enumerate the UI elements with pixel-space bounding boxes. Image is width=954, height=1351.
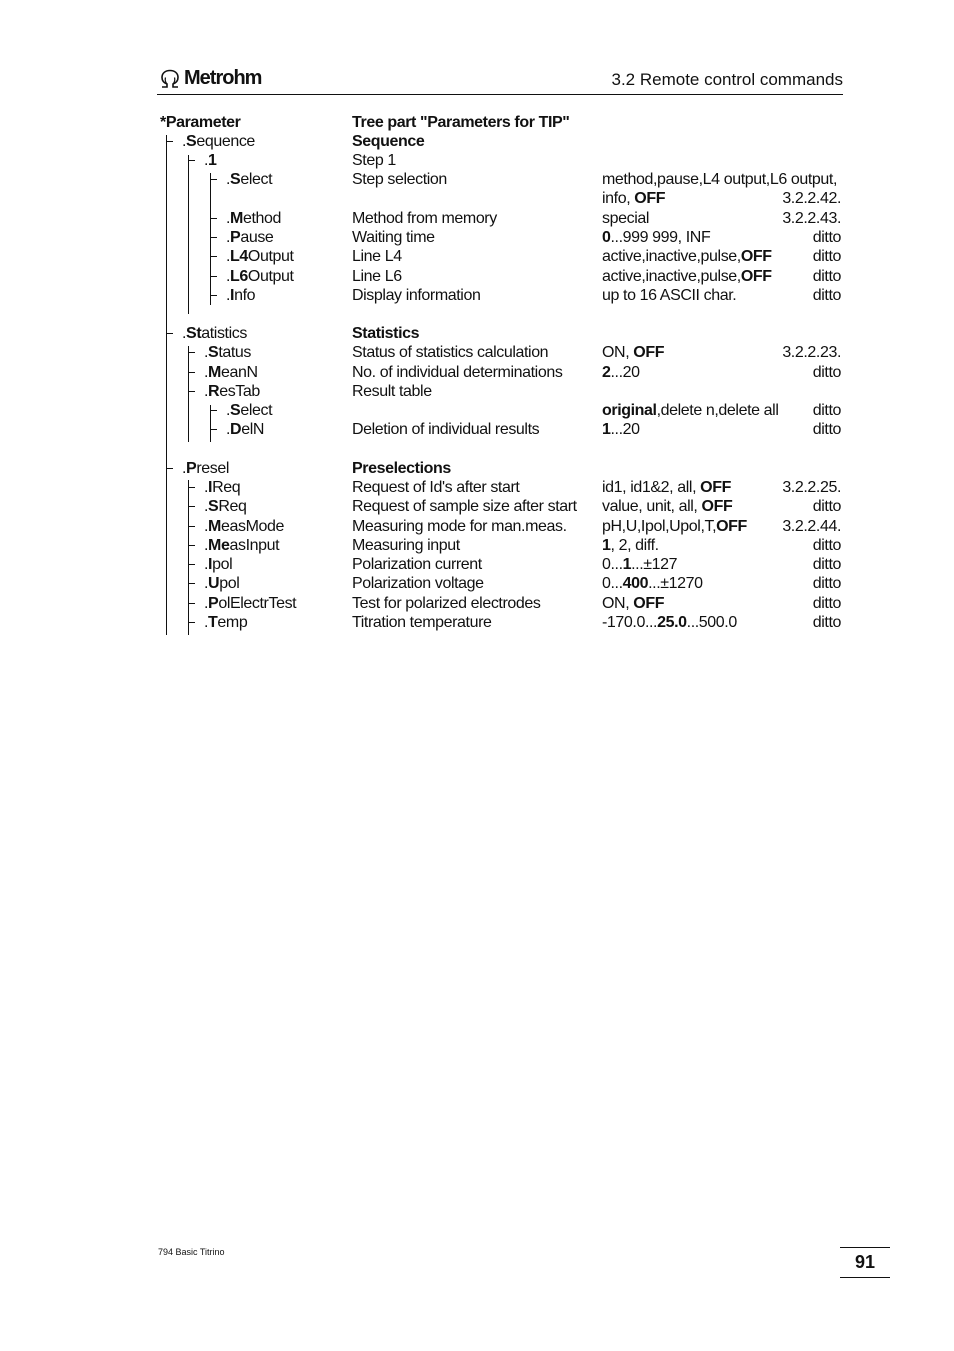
- table-row: [0, 401, 954, 420]
- value-range: [602, 189, 665, 208]
- text-segment: esTab: [219, 383, 260, 400]
- value-range: [602, 286, 736, 305]
- section-reference: ditto: [812, 268, 841, 285]
- text-segment: 0...: [602, 575, 623, 592]
- command-name: [204, 363, 258, 382]
- value-range: [602, 420, 640, 439]
- text-segment: pol: [219, 575, 240, 592]
- value-range: [602, 401, 778, 420]
- text-segment: *Parameter: [160, 114, 241, 131]
- text-segment: .: [204, 575, 209, 592]
- page-number-box: [840, 1247, 890, 1278]
- command-name: [204, 574, 239, 593]
- text-segment: Line L6: [352, 268, 402, 285]
- text-segment: L4: [230, 248, 248, 265]
- table-row: [0, 536, 954, 555]
- table-row: [0, 517, 954, 536]
- value-range: [602, 497, 732, 516]
- text-segment: id1, id1&2, all,: [602, 479, 701, 496]
- text-segment: .: [226, 229, 231, 246]
- text-segment: M: [208, 364, 221, 381]
- command-name: [204, 151, 217, 170]
- text-segment: Titration temperature: [352, 614, 492, 631]
- description: [352, 536, 460, 555]
- text-segment: Request of sample size after start: [352, 498, 577, 515]
- text-segment: Measuring mode for man.meas.: [352, 518, 567, 535]
- text-segment: I: [208, 556, 213, 573]
- text-segment: .: [182, 460, 187, 477]
- table-row: [0, 555, 954, 574]
- text-segment: P: [186, 460, 197, 477]
- text-segment: OFF: [633, 344, 665, 361]
- table-row: [0, 420, 954, 439]
- text-segment: Tree part "Parameters for TIP": [352, 114, 570, 131]
- value-range: [602, 363, 640, 382]
- text-segment: , 2, diff.: [610, 537, 659, 554]
- command-name: [204, 555, 232, 574]
- text-segment: 400: [622, 575, 649, 592]
- text-segment: OFF: [634, 190, 666, 207]
- text-segment: OFF: [716, 518, 747, 535]
- text-segment: Sequence: [352, 133, 425, 150]
- description: [352, 594, 541, 613]
- text-segment: .: [204, 614, 209, 631]
- text-segment: .: [204, 152, 209, 169]
- command-name: [204, 517, 284, 536]
- text-segment: Test for polarized electrodes: [352, 595, 541, 612]
- text-segment: .: [204, 518, 209, 535]
- description: [352, 113, 570, 132]
- section-reference: ditto: [812, 595, 841, 612]
- text-segment: olElectrTest: [218, 595, 297, 612]
- section-reference: ditto: [812, 229, 841, 246]
- text-segment: ethod: [242, 210, 282, 227]
- text-segment: ...999 999, INF: [610, 229, 711, 246]
- text-segment: ON,: [602, 344, 634, 361]
- text-segment: OFF: [740, 268, 772, 285]
- text-segment: Req: [218, 498, 247, 515]
- text-segment: OFF: [701, 498, 733, 515]
- table-row: [0, 151, 954, 170]
- text-segment: .: [226, 421, 231, 438]
- text-segment: Request of Id's after start: [352, 479, 520, 496]
- text-segment: P: [230, 229, 241, 246]
- text-segment: pH,U,Ipol,Upol,T,: [602, 518, 717, 535]
- text-segment: ,delete n,delete all: [656, 402, 779, 419]
- description: [352, 247, 402, 266]
- command-name: [204, 343, 251, 362]
- command-name: [204, 613, 247, 632]
- value-range: [602, 536, 659, 555]
- text-segment: .: [226, 287, 231, 304]
- table-row: [0, 189, 954, 208]
- value-range: [602, 517, 747, 536]
- section-reference: 3.2.2.43.: [782, 210, 841, 227]
- description: [352, 324, 419, 343]
- text-segment: Step 1: [352, 152, 396, 169]
- text-segment: .: [182, 133, 187, 150]
- table-row: [0, 343, 954, 362]
- table-row: [0, 574, 954, 593]
- text-segment: U: [208, 575, 220, 592]
- text-segment: Polarization current: [352, 556, 482, 573]
- text-segment: .: [226, 268, 231, 285]
- text-segment: T: [208, 614, 218, 631]
- table-row: [0, 324, 954, 343]
- table-row: [0, 267, 954, 286]
- command-name: [226, 401, 272, 420]
- table-row: [0, 228, 954, 247]
- table-row: [0, 170, 954, 189]
- command-name: [226, 420, 264, 439]
- text-segment: Preselections: [352, 460, 451, 477]
- command-name: [182, 324, 247, 343]
- text-segment: S: [208, 498, 219, 515]
- text-segment: Deletion of individual results: [352, 421, 540, 438]
- text-segment: .: [204, 498, 209, 515]
- text-segment: Measuring input: [352, 537, 460, 554]
- text-segment: S: [230, 171, 241, 188]
- command-name: [182, 132, 255, 151]
- page-number: 91: [854, 1252, 876, 1272]
- value-range: [602, 613, 737, 632]
- text-segment: Method from memory: [352, 210, 497, 227]
- text-segment: D: [230, 421, 242, 438]
- text-segment: 1: [602, 537, 611, 554]
- text-segment: Line L4: [352, 248, 402, 265]
- text-segment: ...20: [610, 421, 640, 438]
- text-segment: St: [186, 325, 202, 342]
- section-reference: ditto: [812, 556, 841, 573]
- table-row: [0, 286, 954, 305]
- text-segment: original: [602, 402, 657, 419]
- footer-product: 794 Basic Titrino: [158, 1247, 225, 1257]
- text-segment: 0: [602, 229, 611, 246]
- command-name: [226, 209, 281, 228]
- text-segment: OFF: [700, 479, 731, 496]
- text-segment: .: [226, 210, 231, 227]
- text-segment: special: [602, 210, 650, 227]
- section-reference: 3.2.2.25.: [782, 479, 841, 496]
- text-segment: 25.0: [657, 614, 687, 631]
- text-segment: S: [208, 344, 219, 361]
- text-segment: method,pause,L4 output,L6 output,: [602, 171, 837, 188]
- text-segment: .: [204, 344, 209, 361]
- section-reference: 3.2.2.23.: [782, 344, 841, 361]
- command-name: [160, 113, 241, 132]
- text-segment: active,inactive,pulse,: [602, 268, 741, 285]
- description: [352, 497, 577, 516]
- command-name: [182, 459, 229, 478]
- text-segment: 0...: [602, 556, 623, 573]
- text-segment: I: [208, 479, 213, 496]
- text-segment: Me: [208, 537, 230, 554]
- text-segment: emp: [217, 614, 248, 631]
- text-segment: Statistics: [352, 325, 420, 342]
- text-segment: I: [230, 287, 235, 304]
- text-segment: nfo: [234, 287, 256, 304]
- value-range: [602, 209, 649, 228]
- text-segment: .: [226, 402, 231, 419]
- description: [352, 420, 539, 439]
- text-segment: Output: [247, 268, 294, 285]
- text-segment: tatus: [218, 344, 252, 361]
- text-segment: OFF: [740, 248, 772, 265]
- text-segment: up to 16 ASCII char.: [602, 287, 737, 304]
- text-segment: ...20: [610, 364, 640, 381]
- text-segment: active,inactive,pulse,: [602, 248, 741, 265]
- text-segment: ause: [240, 229, 274, 246]
- text-segment: Status of statistics calculation: [352, 344, 549, 361]
- text-segment: ...±1270: [648, 575, 703, 592]
- section-reference: ditto: [812, 364, 841, 381]
- command-name: [226, 228, 273, 247]
- section-reference: ditto: [812, 614, 841, 631]
- text-segment: -170.0...: [602, 614, 658, 631]
- table-row: [0, 613, 954, 632]
- text-segment: eanN: [220, 364, 258, 381]
- section-reference: 3.2.2.42.: [782, 190, 841, 207]
- text-segment: Polarization voltage: [352, 575, 484, 592]
- command-name: [204, 497, 246, 516]
- description: [352, 574, 484, 593]
- section-reference: ditto: [812, 575, 841, 592]
- section-reference: ditto: [812, 421, 841, 438]
- command-name: [204, 536, 279, 555]
- table-row: [0, 363, 954, 382]
- command-name: [226, 267, 294, 286]
- text-segment: Waiting time: [352, 229, 435, 246]
- description: [352, 267, 402, 286]
- text-segment: Req: [212, 479, 241, 496]
- description: [352, 478, 519, 497]
- table-row: [0, 132, 954, 151]
- description: [352, 286, 480, 305]
- command-name: [204, 382, 260, 401]
- text-segment: .: [204, 479, 209, 496]
- text-segment: elN: [241, 421, 265, 438]
- description: [352, 613, 492, 632]
- text-segment: resel: [196, 460, 230, 477]
- section-reference: ditto: [812, 402, 841, 419]
- text-segment: Display information: [352, 287, 481, 304]
- text-segment: ON,: [602, 595, 634, 612]
- table-row: [0, 247, 954, 266]
- text-segment: .: [204, 556, 209, 573]
- text-segment: value, unit, all,: [602, 498, 702, 515]
- value-range: [602, 343, 664, 362]
- section-reference: ditto: [812, 287, 841, 304]
- text-segment: Output: [247, 248, 294, 265]
- description: [352, 132, 424, 151]
- value-range: [602, 594, 664, 613]
- table-row: [0, 497, 954, 516]
- text-segment: 1: [208, 152, 217, 169]
- description: [352, 382, 432, 401]
- command-name: [226, 286, 255, 305]
- text-segment: Result table: [352, 383, 432, 400]
- description: [352, 228, 435, 247]
- text-segment: P: [208, 595, 219, 612]
- text-segment: atistics: [201, 325, 247, 342]
- text-segment: M: [230, 210, 243, 227]
- text-segment: S: [230, 402, 241, 419]
- value-range: [602, 555, 677, 574]
- section-reference: ditto: [812, 498, 841, 515]
- description: [352, 209, 497, 228]
- text-segment: pol: [212, 556, 233, 573]
- text-segment: 2: [602, 364, 611, 381]
- table-row: [0, 478, 954, 497]
- description: [352, 343, 548, 362]
- text-segment: R: [208, 383, 220, 400]
- text-segment: .: [226, 248, 231, 265]
- text-segment: .: [204, 595, 209, 612]
- value-range: [602, 574, 703, 593]
- text-segment: ...±127: [631, 556, 678, 573]
- section-reference: 3.2.2.44.: [782, 518, 841, 535]
- section-reference: ditto: [812, 248, 841, 265]
- text-segment: 1: [622, 556, 632, 573]
- description: [352, 459, 451, 478]
- text-segment: asInput: [229, 537, 280, 554]
- text-segment: .: [182, 325, 187, 342]
- section-reference: ditto: [812, 537, 841, 554]
- value-range: [602, 170, 837, 189]
- text-segment: .: [226, 171, 231, 188]
- text-segment: .: [204, 364, 209, 381]
- command-name: [204, 478, 240, 497]
- command-name: [204, 594, 296, 613]
- table-row: [0, 113, 954, 132]
- description: [352, 170, 447, 189]
- text-segment: OFF: [633, 595, 665, 612]
- text-segment: No. of individual determinations: [352, 364, 563, 381]
- text-segment: equence: [196, 133, 255, 150]
- value-range: [602, 267, 772, 286]
- text-segment: ...500.0: [686, 614, 737, 631]
- table-row: [0, 209, 954, 228]
- command-name: [226, 170, 272, 189]
- table-row: [0, 459, 954, 478]
- text-segment: 1: [602, 421, 611, 438]
- page-header: [157, 66, 843, 95]
- command-name: [226, 247, 294, 266]
- table-row: [0, 382, 954, 401]
- value-range: [602, 247, 772, 266]
- description: [352, 363, 562, 382]
- text-segment: .: [204, 537, 209, 554]
- text-segment: L6: [230, 268, 248, 285]
- metrohm-logo: [159, 67, 261, 90]
- text-segment: Step selection: [352, 171, 447, 188]
- section-title: 3.2 Remote control commands: [611, 70, 843, 89]
- logo-text: Metrohm: [184, 67, 262, 89]
- text-segment: S: [186, 133, 197, 150]
- text-segment: elect: [240, 402, 273, 419]
- table-row: [0, 594, 954, 613]
- value-range: [602, 228, 710, 247]
- text-segment: M: [208, 518, 221, 535]
- description: [352, 555, 482, 574]
- text-segment: easMode: [220, 518, 285, 535]
- omega-icon: [159, 69, 181, 89]
- description: [352, 151, 396, 170]
- text-segment: info,: [602, 190, 635, 207]
- text-segment: .: [204, 383, 209, 400]
- description: [352, 517, 567, 536]
- text-segment: elect: [240, 171, 273, 188]
- value-range: [602, 478, 731, 497]
